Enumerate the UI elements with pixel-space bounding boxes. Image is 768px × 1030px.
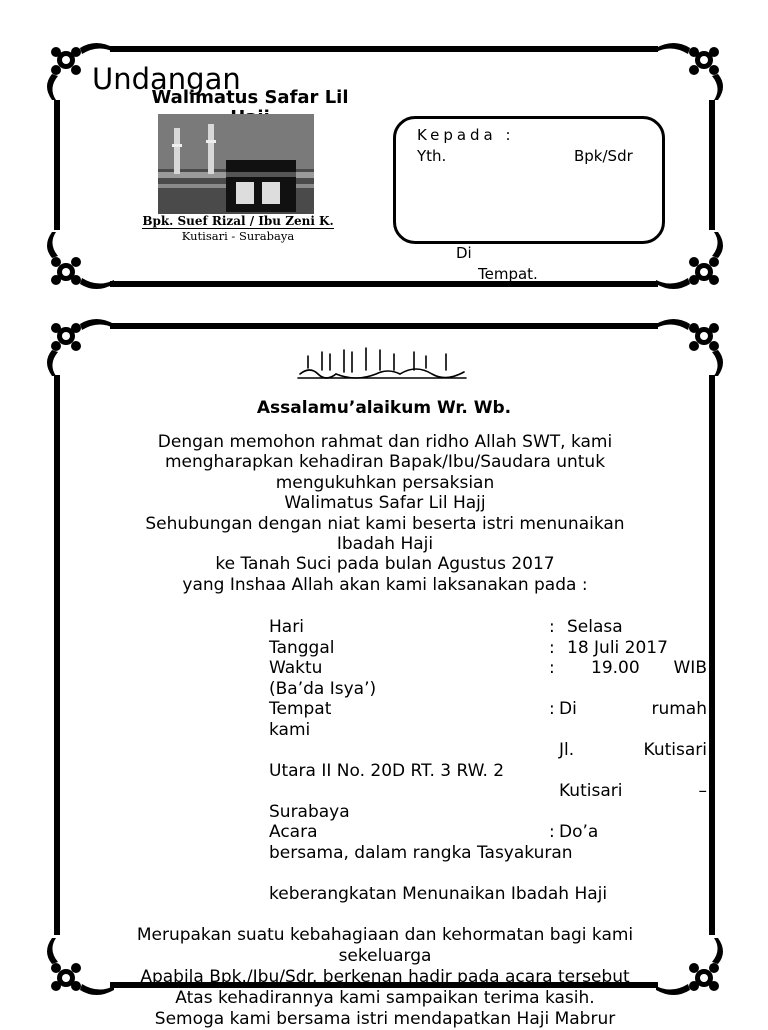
- intro-paragraph: [70, 432, 700, 595]
- invitation-title: Undangan: [92, 62, 241, 96]
- tanggal-value: 18 Juli 2017: [567, 637, 668, 658]
- detail-row-kami: [269, 720, 707, 741]
- detail-row-tanggal: [269, 638, 707, 659]
- detail-row-waktu: [269, 658, 707, 679]
- card1-bottom-border: [110, 281, 658, 287]
- intro-line: Sehubungan dengan niat kami beserta istri menunaikan: [145, 513, 625, 534]
- detail-row-acara3: [269, 884, 707, 905]
- detail-row-hari: [269, 617, 707, 638]
- colon: :: [549, 822, 555, 842]
- invitation-subtitle: Walimatus Safar Lil: [151, 87, 349, 108]
- city-surabaya: Surabaya: [269, 801, 350, 822]
- intro-line: Dengan memohon rahmat dan ridho Allah SWT, kami: [157, 432, 613, 452]
- recipient-tempat: Tempat.: [478, 265, 538, 283]
- ornament-corner: [654, 40, 726, 102]
- host-name: Bpk. Suef Rizal / Ibu Zeni K.: [142, 214, 334, 228]
- recipient-di: Di: [456, 244, 472, 262]
- intro-line: ke Tanah Suci pada bulan Agustus 2017: [215, 554, 555, 575]
- closing-line: sekeluarga: [338, 946, 432, 966]
- tempat-kami: kami: [269, 719, 311, 740]
- waktu-zone: WIB: [673, 658, 707, 678]
- event-details: [269, 617, 707, 904]
- detail-row-waktu-note: [269, 679, 707, 700]
- colon: :: [549, 637, 555, 658]
- acara-value: Do’a: [559, 822, 599, 842]
- waktu-label: Waktu: [269, 658, 323, 678]
- detail-row-acara2: [269, 843, 707, 864]
- detail-row-tempat: [269, 699, 707, 720]
- hari-value: Selasa: [567, 617, 623, 637]
- colon: :: [549, 617, 555, 637]
- tempat-label: Tempat: [269, 699, 332, 719]
- acara-line2: bersama, dalam rangka Tasyakuran: [269, 842, 573, 863]
- recipient-label: Kepada :: [417, 126, 515, 144]
- colon: :: [549, 658, 555, 678]
- ornament-corner: [44, 316, 116, 378]
- card2-left-border: [54, 375, 60, 935]
- intro-line: mengukuhkan persaksian: [275, 472, 495, 493]
- acara-label: Acara: [269, 822, 318, 842]
- detail-row-blank: [269, 863, 707, 884]
- detail-row-city: [269, 781, 707, 802]
- detail-row-address: [269, 761, 707, 782]
- detail-row-surabaya: [269, 802, 707, 823]
- tanggal-label: Tanggal: [269, 637, 335, 658]
- colon: :: [549, 699, 555, 719]
- card1-top-border: [110, 46, 658, 52]
- detail-row-jl: [269, 740, 707, 761]
- city-kutisari: Kutisari: [559, 781, 623, 801]
- hari-label: Hari: [269, 617, 304, 637]
- acara-line3: keberangkatan Menunaikan Ibadah Haji: [269, 883, 608, 904]
- recipient-bpk: Bpk/Sdr: [574, 147, 633, 165]
- waktu-note: (Ba’da Isya’): [269, 678, 377, 699]
- card1-left-border: [54, 100, 60, 230]
- closing-paragraph: [40, 925, 730, 1030]
- closing-line: Merupakan suatu kebahagiaan dan kehormatan bagi kami: [136, 925, 634, 945]
- card2-top-border: [110, 323, 658, 329]
- intro-line: Ibadah Haji: [336, 534, 434, 555]
- host-info: [138, 214, 338, 243]
- greeting: Assalamu’alaikum Wr. Wb.: [256, 398, 512, 418]
- closing-line: Atas kehadirannya kami sampaikan terima kasih.: [175, 988, 595, 1008]
- kaaba-photo: [158, 114, 314, 214]
- ornament-corner: [654, 316, 726, 378]
- address-line2: Utara II No. 20D RT. 3 RW. 2: [269, 760, 505, 781]
- host-address: Kutisari - Surabaya: [142, 228, 334, 243]
- city-dash: –: [698, 781, 707, 801]
- ornament-corner: [654, 230, 726, 292]
- intro-line: Walimatus Safar Lil Hajj: [284, 493, 486, 514]
- closing-line: Semoga kami bersama istri mendapatkan Haji Mabrur: [154, 1009, 616, 1029]
- tempat-rumah: rumah: [651, 699, 707, 719]
- bismillah-calligraphy: [296, 344, 468, 386]
- waktu-time: 19.00: [591, 658, 640, 678]
- card2-right-border: [709, 375, 715, 935]
- recipient-yth: Yth.: [417, 147, 447, 165]
- closing-line: Apabila Bpk./Ibu/Sdr. berkenan hadir pada acara tersebut: [140, 967, 630, 987]
- intro-line: mengharapkan kehadiran Bapak/Ibu/Saudara untuk: [164, 452, 606, 473]
- detail-row-acara: [269, 822, 707, 843]
- ornament-corner: [44, 230, 116, 292]
- intro-line: yang Inshaa Allah akan kami laksanakan pada :: [182, 574, 588, 595]
- address-kutisari: Kutisari: [643, 740, 707, 760]
- card1-right-border: [709, 100, 715, 230]
- tempat-di: Di: [559, 699, 577, 719]
- address-jl: Jl.: [559, 740, 575, 760]
